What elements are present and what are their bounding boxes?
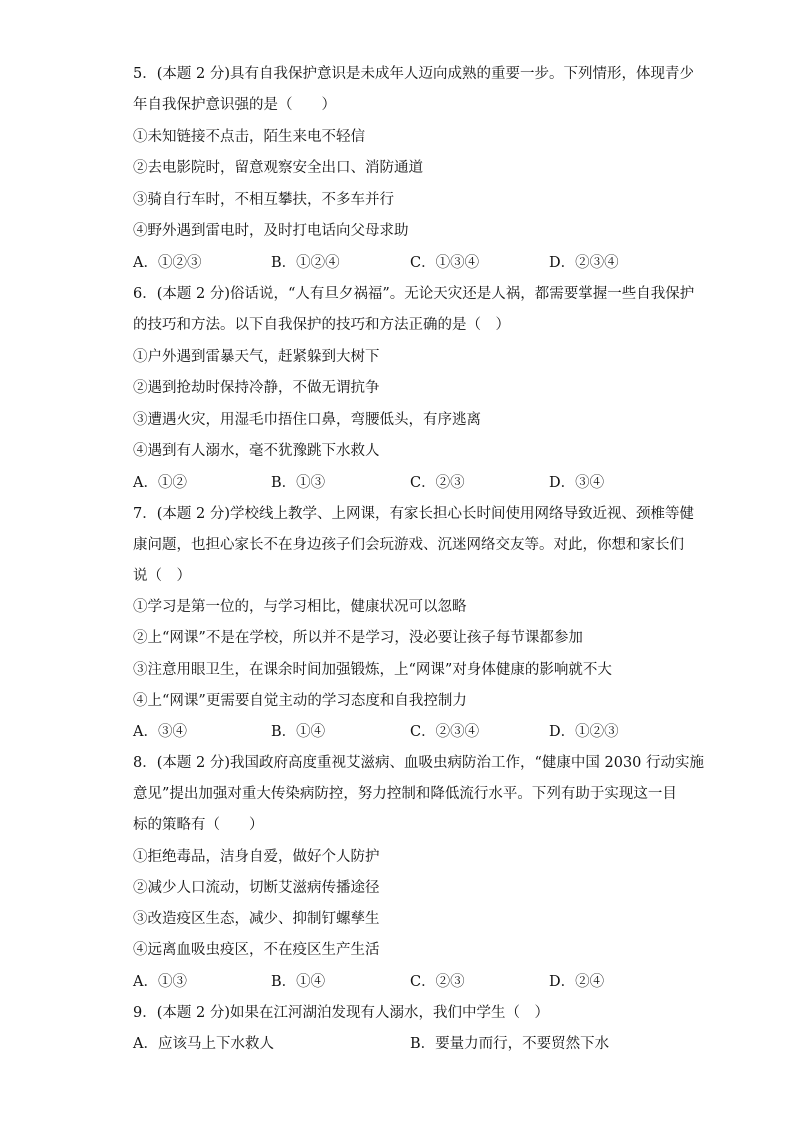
question-5-option-a[interactable]: A．①②③: [133, 255, 202, 271]
question-8-stem-line-2: 意见”提出加强对重大传染病防控，努力控制和降低流行水平。下列有助于实现这一目: [133, 786, 677, 802]
question-7-option-a[interactable]: A．③④: [133, 724, 187, 740]
question-6-option-b[interactable]: B．①③: [271, 475, 326, 491]
question-7-options: [133, 722, 693, 742]
question-5-item-2: ②去电影院时，留意观察安全出口、消防通道: [133, 160, 423, 176]
question-9-option-b[interactable]: B．要量力而行，不要贸然下水: [410, 1036, 610, 1052]
question-7-option-b[interactable]: B．①④: [271, 724, 326, 740]
question-5-option-d[interactable]: D．②③④: [549, 255, 619, 271]
question-8-option-d[interactable]: D．②④: [549, 974, 605, 990]
question-8-option-a[interactable]: A．①③: [133, 974, 187, 990]
question-6-options: [133, 473, 693, 493]
question-5-stem-line-1: 5．(本题 2 分)具有自我保护意识是未成年人迈向成熟的重要一步。下列情形，体现青少: [133, 66, 694, 82]
question-7-stem-line-2: 康问题，也担心家长不在身边孩子们会玩游戏、沉迷网络交友等。对此，你想和家长们: [133, 537, 684, 553]
question-7-item-4: ④上“网课”更需要自觉主动的学习态度和自我控制力: [133, 693, 467, 709]
question-5-option-c[interactable]: C．①③④: [410, 255, 480, 271]
question-8-option-c[interactable]: C．②③: [410, 974, 465, 990]
question-6-item-1: ①户外遇到雷暴天气，赶紧躲到大树下: [133, 349, 380, 365]
question-7-option-c[interactable]: C．②③④: [410, 724, 480, 740]
question-8-item-3: ③改造疫区生态，减少、抑制钉螺孳生: [133, 911, 380, 927]
question-5-item-1: ①未知链接不点击，陌生来电不轻信: [133, 129, 365, 145]
question-6-item-3: ③遭遇火灾，用湿毛巾捂住口鼻，弯腰低头，有序逃离: [133, 412, 481, 428]
question-9-stem-line-1: 9．(本题 2 分)如果在江河湖泊发现有人溺水，我们中学生（ ）: [133, 1005, 549, 1021]
question-8-option-b[interactable]: B．①④: [271, 974, 326, 990]
question-5-options: [133, 253, 693, 273]
question-8-stem-line-1: 8．(本题 2 分)我国政府高度重视艾滋病、血吸虫病防治工作，“健康中国 2030 行动实施: [133, 755, 705, 771]
question-8-item-4: ④远离血吸虫疫区，不在疫区生产生活: [133, 942, 380, 958]
question-7-option-d[interactable]: D．①②③: [549, 724, 619, 740]
question-6-stem-line-2: 的技巧和方法。以下自我保护的技巧和方法正确的是（ ）: [133, 317, 510, 333]
question-8-stem-line-3: 标的策略有（ ）: [133, 817, 264, 833]
question-6-option-c[interactable]: C．②③: [410, 475, 465, 491]
question-8-item-1: ①拒绝毒品，洁身自爱，做好个人防护: [133, 849, 380, 865]
question-7-stem-line-3: 说（ ）: [133, 568, 191, 584]
question-7-item-2: ②上“网课”不是在学校，所以并不是学习，没必要让孩子每节课都参加: [133, 630, 583, 646]
question-7-item-1: ①学习是第一位的，与学习相比，健康状况可以忽略: [133, 599, 467, 615]
question-7-stem-line-1: 7．(本题 2 分)学校线上教学、上网课，有家长担心长时间使用网络导致近视、颈椎等健: [133, 506, 694, 522]
question-5-option-b[interactable]: B．①②④: [271, 255, 340, 271]
question-5-item-4: ④野外遇到雷电时，及时打电话向父母求助: [133, 223, 409, 239]
question-6-item-4: ④遇到有人溺水，毫不犹豫跳下水救人: [133, 443, 380, 459]
question-9-option-a[interactable]: A．应该马上下水救人: [133, 1036, 274, 1052]
question-8-item-2: ②减少人口流动，切断艾滋病传播途径: [133, 880, 380, 896]
question-5-stem-line-2: 年自我保护意识强的是（ ）: [133, 97, 336, 113]
question-6-option-a[interactable]: A．①②: [133, 475, 187, 491]
question-9-options: [133, 1034, 693, 1054]
question-8-options: [133, 972, 693, 992]
question-5-item-3: ③骑自行车时，不相互攀扶，不多车并行: [133, 192, 394, 208]
question-6-option-d[interactable]: D．③④: [549, 475, 605, 491]
question-7-item-3: ③注意用眼卫生，在课余时间加强锻炼，上“网课”对身体健康的影响就不大: [133, 662, 612, 678]
question-6-item-2: ②遇到抢劫时保持冷静，不做无谓抗争: [133, 380, 380, 396]
question-6-stem-line-1: 6．(本题 2 分)俗话说，“人有旦夕祸福”。无论天灾还是人祸，都需要掌握一些自我保护: [133, 286, 695, 302]
